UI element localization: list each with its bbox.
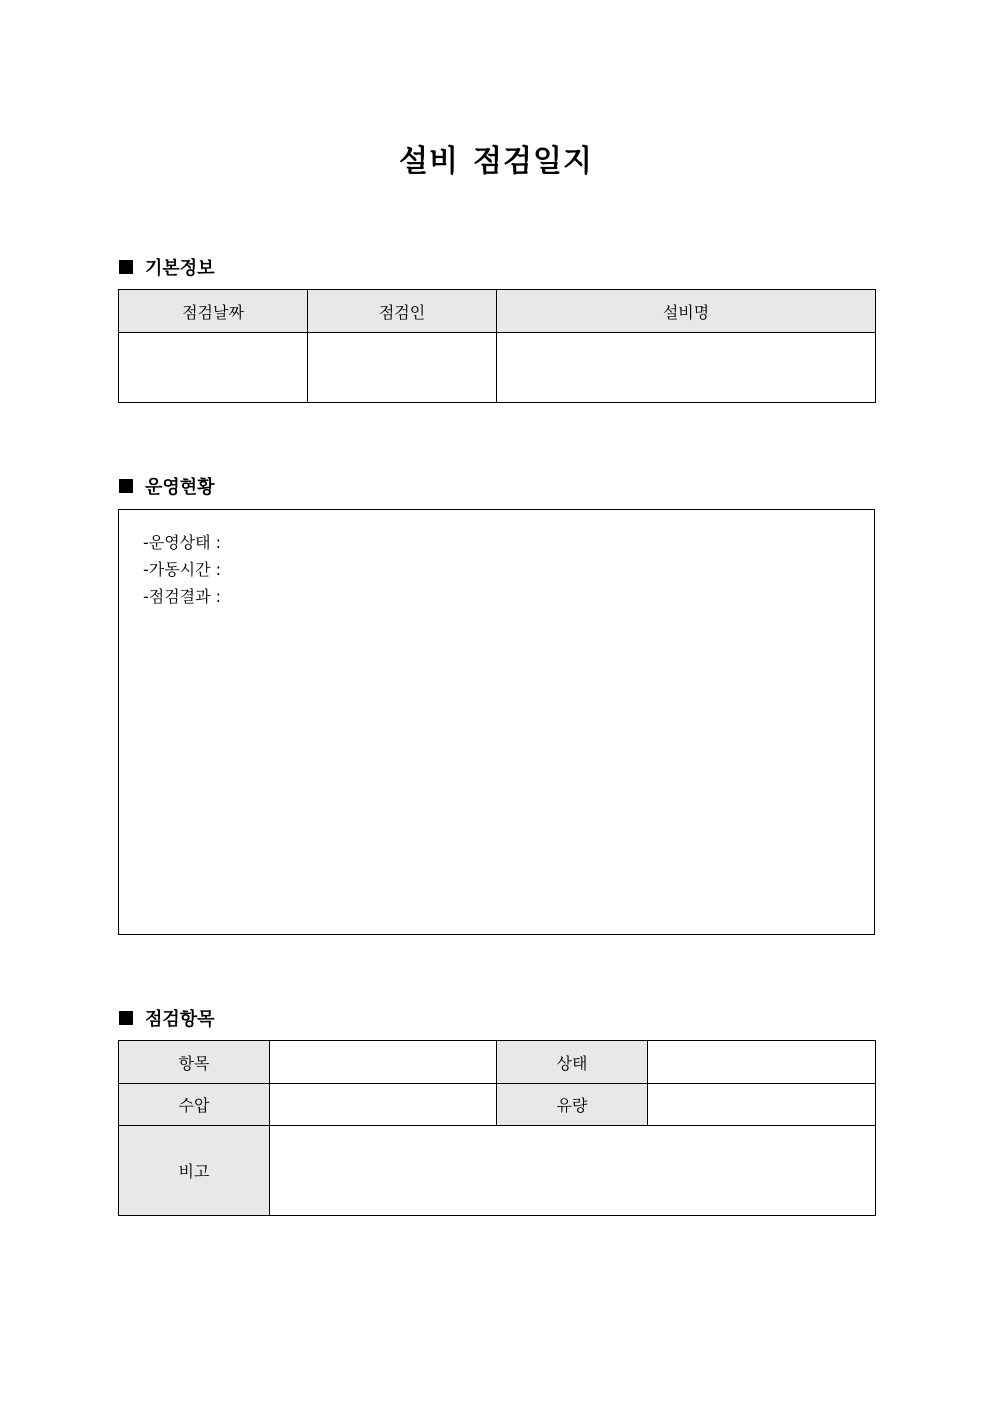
section-title: 점검항목: [145, 1009, 215, 1030]
remarks-field[interactable]: [270, 1126, 876, 1216]
header-equipment-name: 설비명: [497, 290, 876, 333]
square-bullet-icon: [119, 479, 133, 493]
label-remarks: 비고: [119, 1126, 270, 1216]
section-heading-operation: [119, 473, 215, 499]
section-title: 운영현황: [145, 477, 215, 498]
square-bullet-icon: [119, 260, 133, 274]
label-water-pressure: 수압: [119, 1084, 270, 1126]
title-part2: 점검일지: [473, 144, 593, 179]
inspector-field[interactable]: [308, 333, 497, 403]
header-inspection-date: 점검날짜: [119, 290, 308, 333]
label-status: 상태: [497, 1041, 648, 1084]
section-heading-basic-info: [119, 254, 215, 280]
operation-status-box[interactable]: [118, 509, 875, 935]
equipment-name-field[interactable]: [497, 333, 876, 403]
label-flow: 유량: [497, 1084, 648, 1126]
basic-info-table: [118, 289, 876, 403]
section-title: 기본정보: [145, 258, 215, 279]
flow-field[interactable]: [648, 1084, 876, 1126]
status-field[interactable]: [648, 1041, 876, 1084]
inspection-result-line: -점검결과 :: [143, 587, 222, 606]
water-pressure-field[interactable]: [270, 1084, 497, 1126]
title-part1: 설비: [399, 144, 460, 179]
item-field[interactable]: [270, 1041, 497, 1084]
inspection-date-field[interactable]: [119, 333, 308, 403]
operation-state-line: -운영상태 :: [143, 533, 222, 552]
uptime-line: -가동시간 :: [143, 560, 222, 579]
inspection-items-table: [118, 1040, 876, 1216]
square-bullet-icon: [119, 1011, 133, 1025]
document-title: [0, 136, 992, 180]
section-heading-inspection-items: [119, 1005, 215, 1031]
header-inspector: 점검인: [308, 290, 497, 333]
label-item: 항목: [119, 1041, 270, 1084]
